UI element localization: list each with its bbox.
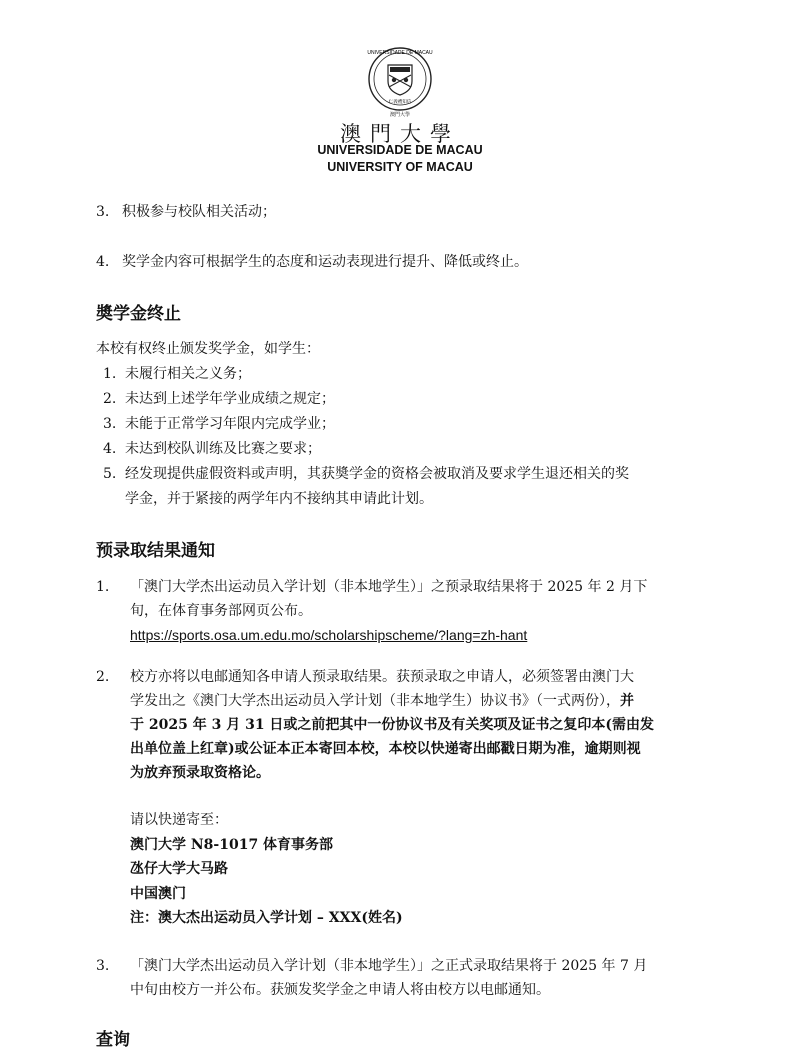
notice-item-1-line: 「澳门大学杰出运动员入学计划（非本地学生）」之预录取结果将于 2025 年 2 月下 (130, 579, 648, 595)
notice-item-2-line: 校方亦将以电邮通知各申请人预录取结果。获预录取之申请人，必须签署由澳门大 (130, 669, 634, 685)
notice-item-3-line: 「澳门大学杰出运动员入学计划（非本地学生）」之正式录取结果将于 2025 年 7 月 (130, 958, 648, 974)
seal-ring-text: UNIVERSIDADE DE MACAU (367, 50, 433, 56)
obligation-3-text: 积极参与校队相关活动； (122, 204, 276, 220)
inquiry-heading: 查询 (96, 1030, 130, 1050)
termination-item-number: 4. (103, 441, 117, 457)
notice-item-2-bold-line: 为放弃预录取资格论。 (130, 765, 270, 781)
notice-item-2-bold-line: 于 2025 年 3 月 31 日或之前把其中一份协议书及有关奖项及证书之复印本(需由发 (130, 717, 655, 733)
obligation-3-number: 3. (96, 204, 110, 220)
termination-item-text: 未履行相关之义务； (125, 366, 251, 382)
termination-intro: 本校有权终止颁发奖学金，如学生： (96, 341, 320, 357)
termination-item-number: 2. (103, 391, 117, 407)
termination-item-text: 未达到上述学年学业成绩之规定； (125, 391, 335, 407)
university-name-english: UNIVERSITY OF MACAU (327, 160, 473, 174)
notice-item-1-link-row (130, 626, 527, 645)
mailing-address-note: 注：澳大杰出运动员入学计划 – XXX(姓名) (130, 910, 403, 926)
university-name-chinese: 澳門大學 (340, 122, 460, 146)
notice-item-2-line-part: 学发出之《澳门大学杰出运动员入学计划（非本地学生）协议书》（一式两份）， (130, 693, 620, 709)
termination-item-text: 经发现提供虚假资料或声明，其获奬学金的资格会被取消及要求学生退还相关的奖 (125, 466, 629, 482)
notice-item-3-number: 3. (96, 958, 110, 974)
obligation-4-number: 4. (96, 254, 110, 270)
termination-item-text: 未达到校队训练及比赛之要求； (125, 441, 321, 457)
notice-item-2-bold-line: 出单位盖上红章)或公证本正本寄回本校，本校以快递寄出邮戳日期为准，逾期则视 (130, 741, 641, 757)
notice-item-3-line: 中旬由校方一并公布。获颁发奖学金之申请人将由校方以电邮通知。 (130, 982, 550, 998)
termination-item-number: 1. (103, 366, 117, 382)
notice-item-2-line-bold-part: 并 (620, 693, 634, 709)
termination-item-text: 未能于正常学习年限内完成学业； (125, 416, 335, 432)
mailing-address-line: 澳门大学 N8-1017 体育事务部 (130, 837, 334, 853)
notice-heading: 预录取结果通知 (96, 541, 215, 561)
termination-heading: 奬学金终止 (96, 304, 181, 324)
notice-item-1-line: 旬，在体育事务部网页公布。 (130, 603, 312, 619)
notice-item-1-number: 1. (96, 579, 110, 595)
termination-item-number: 5. (103, 466, 117, 482)
mailing-address-line: 中国澳门 (130, 886, 186, 902)
termination-item-text-continued: 学金，并于紧接的两学年内不接纳其申请此计划。 (125, 491, 433, 507)
mailing-intro: 请以快递寄至： (130, 812, 228, 828)
seal-bottom-text: 仁義禮知信 (388, 100, 412, 105)
notice-item-2-number: 2. (96, 669, 110, 685)
university-seal-icon (360, 45, 440, 117)
obligation-4-text: 奖学金内容可根据学生的态度和运动表现进行提升、降低或终止。 (122, 254, 528, 270)
seal-base-text: 澳門大學 (389, 112, 411, 117)
termination-item-number: 3. (103, 416, 117, 432)
notice-item-2-line (130, 692, 634, 710)
mailing-address-line: 氹仔大学大马路 (130, 861, 228, 877)
university-name-portuguese: UNIVERSIDADE DE MACAU (317, 143, 483, 157)
sports-website-link[interactable]: https://sports.osa.um.edu.mo/scholarshipscheme/?lang=zh-hant (130, 627, 528, 643)
